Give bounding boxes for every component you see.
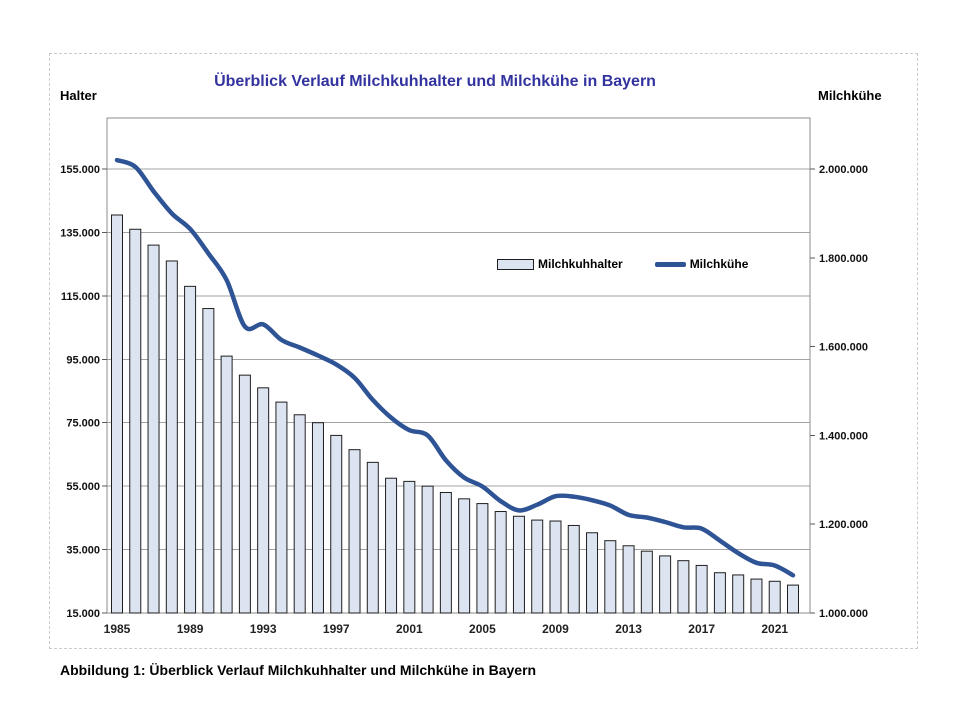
x-axis-tick-label: 2001: [395, 622, 423, 636]
x-axis-tick-label: 1997: [322, 622, 350, 636]
bar-2002: [422, 486, 433, 613]
legend-bar-swatch-icon: [497, 259, 534, 270]
x-axis-tick-label: 1993: [249, 622, 277, 636]
bar-2020: [751, 579, 762, 613]
left-axis-tick-label: 35.000: [66, 544, 100, 557]
bar-1995: [294, 415, 305, 613]
bar-2022: [788, 585, 799, 613]
bar-2015: [660, 556, 671, 613]
left-axis-tick-label: 135.000: [60, 227, 100, 240]
bar-2021: [769, 581, 780, 613]
x-axis-tick-label: 1989: [176, 622, 204, 636]
bar-1990: [203, 309, 214, 613]
left-axis-tick-label: 55.000: [66, 481, 100, 494]
bar-1985: [112, 215, 123, 613]
bar-2010: [568, 525, 579, 613]
bar-1991: [221, 356, 232, 613]
legend-bar-label: Milchkuhhalter: [538, 257, 623, 271]
x-axis-tick-label: 1985: [103, 622, 131, 636]
bar-2012: [605, 541, 616, 613]
x-axis-tick-label: 2005: [469, 622, 496, 636]
bar-2017: [696, 565, 707, 613]
x-axis-tick-label: 2009: [542, 622, 569, 636]
bar-1992: [239, 375, 250, 613]
bar-2014: [641, 551, 652, 613]
bar-2009: [550, 521, 561, 613]
bar-1999: [367, 462, 378, 613]
left-axis-tick-label: 115.000: [60, 290, 100, 303]
left-axis-tick-label: 155.000: [60, 164, 100, 176]
right-axis-header: Milchkühe: [818, 88, 882, 103]
bar-2001: [404, 481, 415, 613]
bar-1986: [130, 229, 141, 613]
bar-2003: [440, 492, 451, 613]
bar-2005: [477, 504, 488, 613]
bar-2019: [733, 575, 744, 613]
right-axis-tick-label: 1.600.000: [819, 341, 868, 354]
right-axis-tick-label: 1.400.000: [819, 430, 868, 443]
x-axis-tick-label: 2021: [761, 622, 789, 636]
bar-1994: [276, 402, 287, 613]
bar-2016: [678, 561, 689, 613]
milchkuehe-line: [117, 160, 793, 575]
left-axis-header: Halter: [60, 88, 97, 103]
bar-1988: [166, 261, 177, 613]
bar-1998: [349, 450, 360, 613]
right-axis-tick-label: 1.200.000: [819, 519, 868, 532]
legend: [497, 256, 748, 272]
bar-2011: [587, 533, 598, 613]
bar-2008: [532, 520, 543, 613]
legend-line-label: Milchkühe: [689, 257, 749, 271]
bar-1997: [331, 435, 342, 613]
bar-2007: [513, 516, 524, 613]
right-axis-tick-label: 2.000.000: [819, 164, 868, 176]
figure-caption: Abbildung 1: Überblick Verlauf Milchkuhhalter und Milchkühe in Bayern: [60, 662, 537, 678]
legend-line-swatch-icon: [655, 262, 686, 267]
bar-1989: [185, 286, 196, 613]
bar-2004: [459, 499, 470, 613]
bar-2006: [495, 512, 506, 613]
bar-2018: [714, 573, 725, 613]
right-axis-tick-label: 1.000.000: [819, 608, 868, 620]
x-axis-tick-label: 2013: [615, 622, 642, 636]
left-axis-tick-label: 95.000: [66, 354, 100, 367]
bar-1996: [312, 423, 323, 613]
left-axis-tick-label: 15.000: [66, 608, 100, 620]
bar-1987: [148, 245, 159, 613]
chart-title: Überblick Verlauf Milchkuhhalter und Milchkühe in Bayern: [214, 73, 656, 90]
bar-2013: [623, 546, 634, 613]
right-axis-tick-label: 1.800.000: [819, 252, 868, 265]
left-axis-tick-label: 75.000: [66, 417, 100, 430]
bar-2000: [386, 478, 397, 613]
bar-1993: [258, 388, 269, 613]
x-axis-tick-label: 2017: [688, 622, 716, 636]
